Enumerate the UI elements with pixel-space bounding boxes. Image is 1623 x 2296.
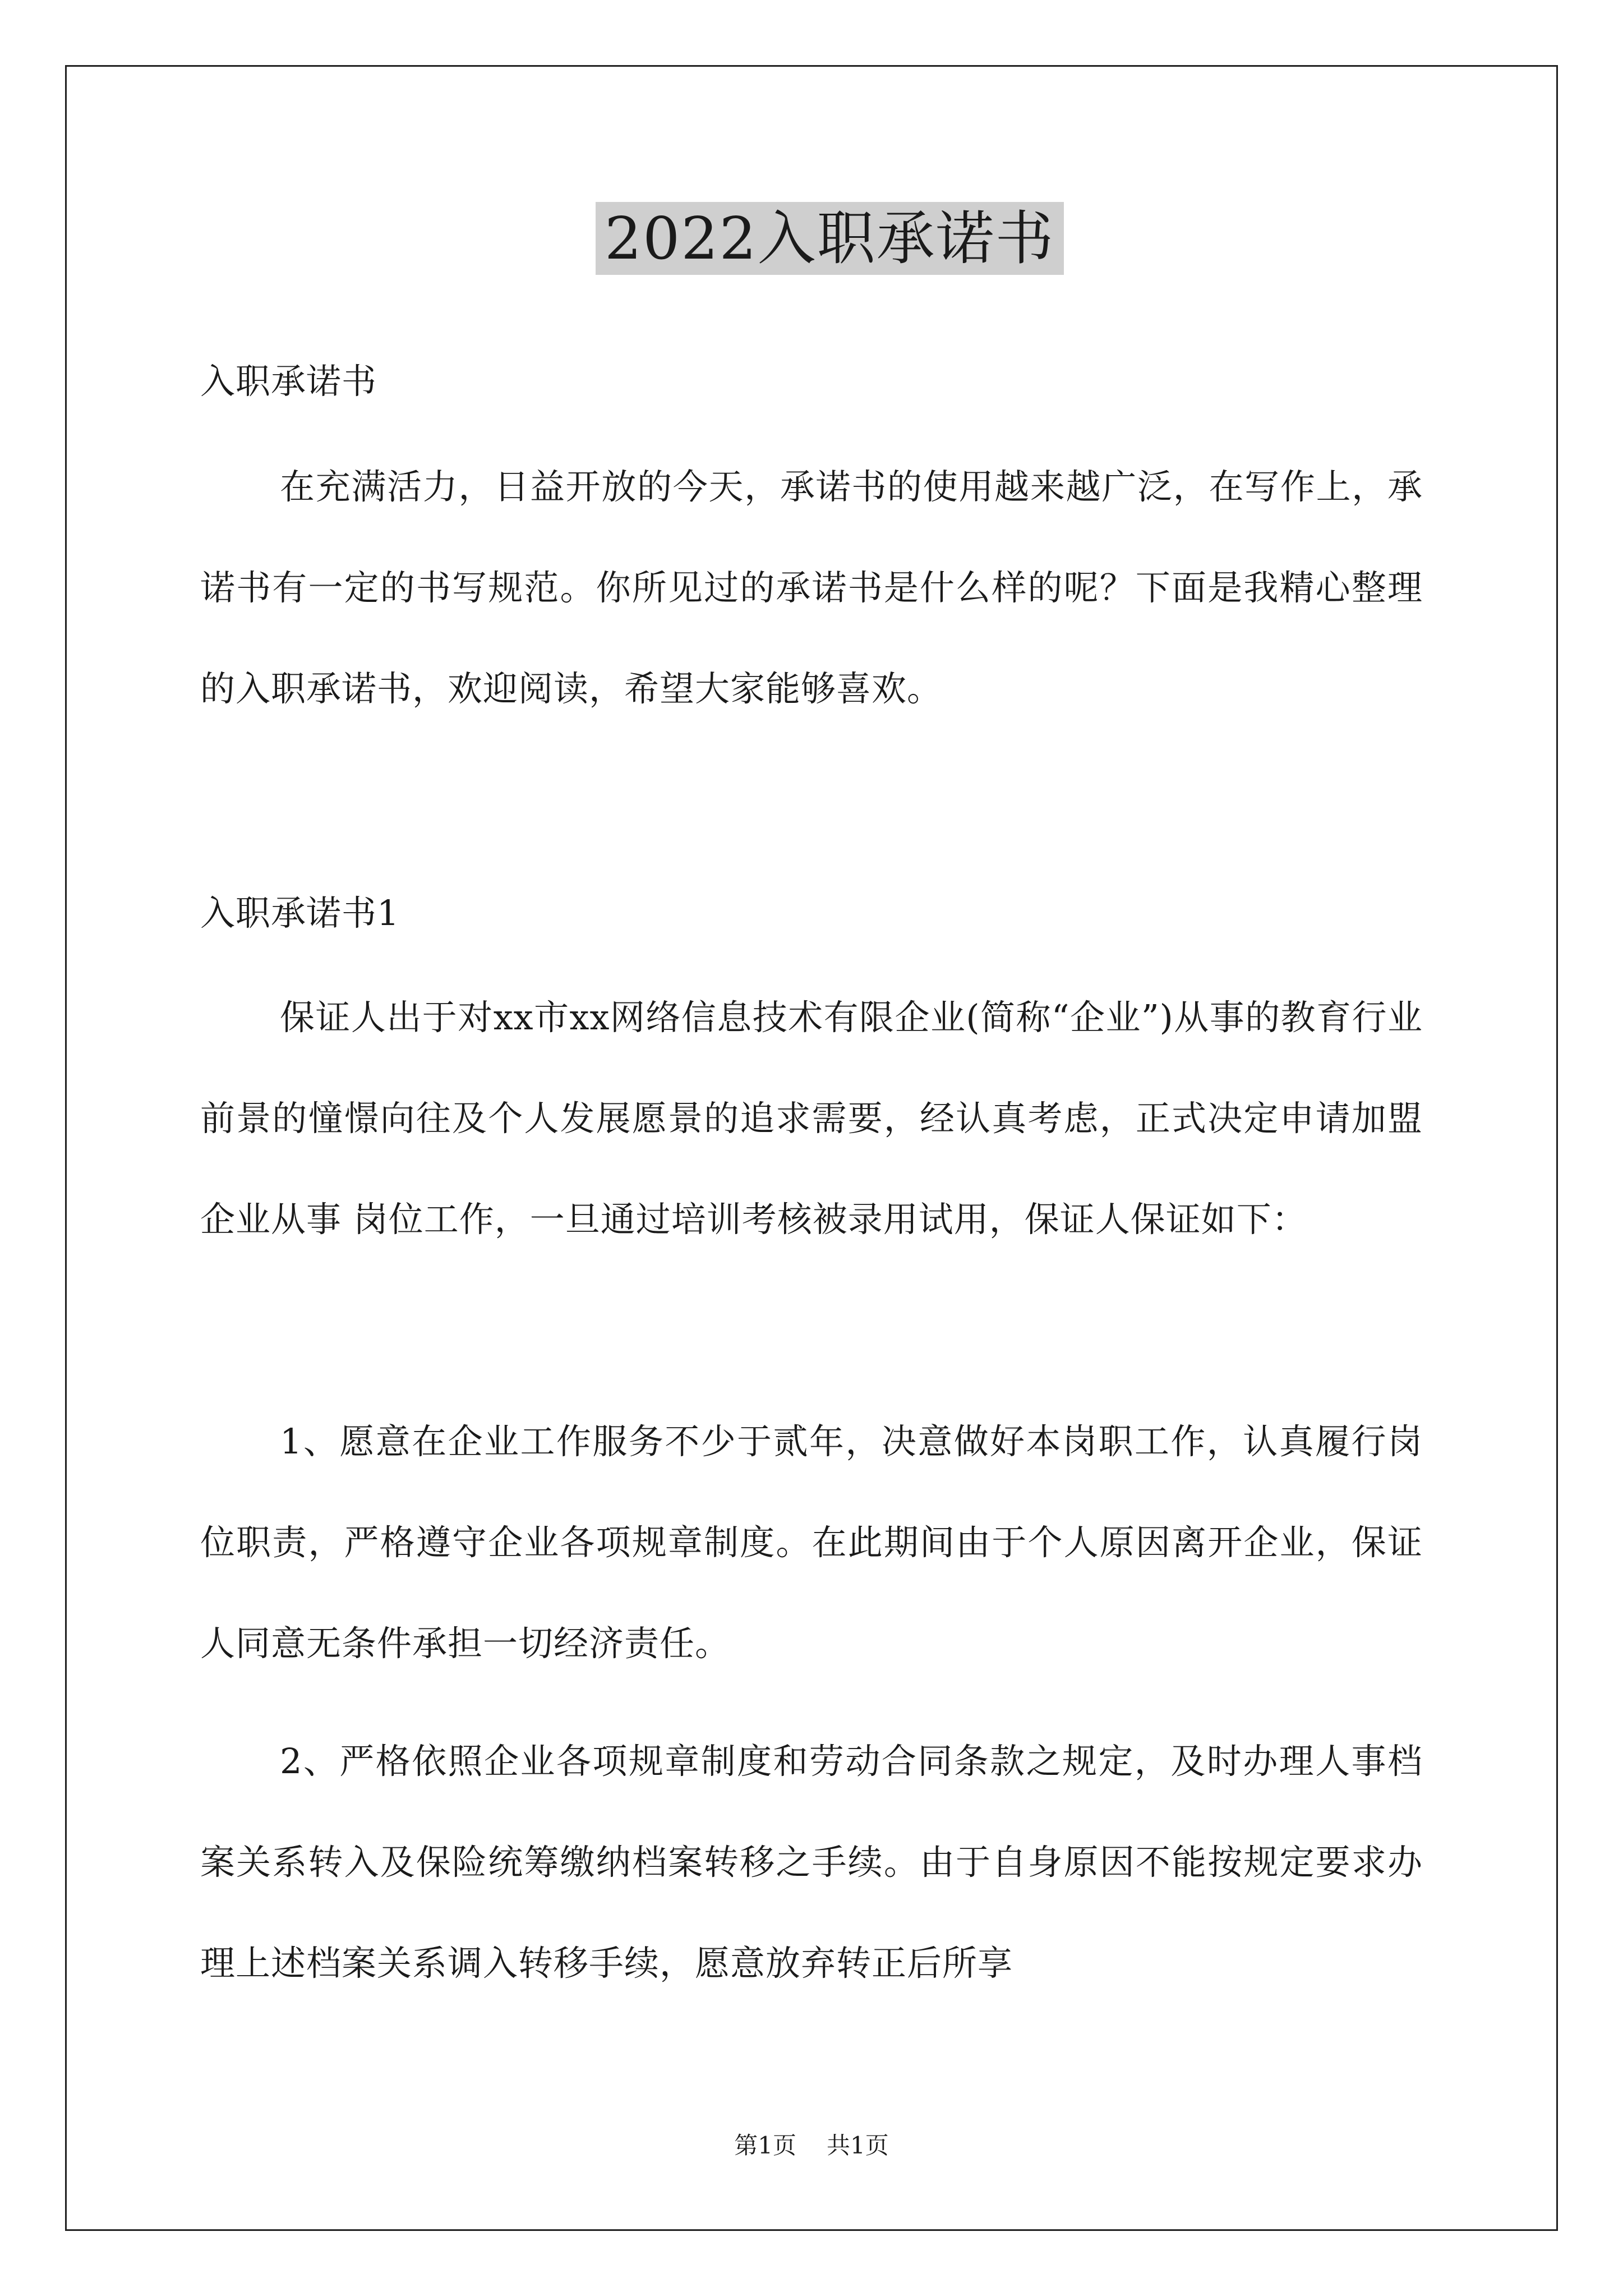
numbered-item-2: 2、严格依照企业各项规章制度和劳动合同条款之规定，及时办理人事档案关系转入及保险统筹缴纳档案转移之手续。由于自身原因不能按规定要求办理上述档案关系调入转移手续，愿意放弃转正后所享 <box>200 1741 1423 1984</box>
section-heading: 入职承诺书1 <box>200 892 400 933</box>
intro-paragraph: 在充满活力，日益开放的今天，承诺书的使用越来越广泛，在写作上，承诺书有一定的书写规范。你所见过的承诺书是什么样的呢？下面是我精心整理的入职承诺书，欢迎阅读，希望大家能够喜欢。 <box>200 466 1423 709</box>
document-title: 2022入职承诺书 <box>596 202 1064 275</box>
numbered-item-1: 1、愿意在企业工作服务不少于贰年，决意做好本岗职工作，认真履行岗位职责，严格遵守企业各项规章制度。在此期间由于个人原因离开企业，保证人同意无条件承担一切经济责任。 <box>200 1421 1423 1664</box>
page-total: 共1页 <box>827 2132 889 2159</box>
page-footer <box>0 2129 1623 2162</box>
paragraph-1: 保证人出于对xx市xx网络信息技术有限企业(简称“企业”)从事的教育行业前景的憧憬向往及个人发展愿景的追求需要，经认真考虑，正式决定申请加盟企业从事 岗位工作，一旦通过培训考核被录用试用，保证人保证如下： <box>200 997 1423 1240</box>
page-number: 第1页 <box>734 2132 796 2159</box>
subtitle: 入职承诺书 <box>200 361 377 402</box>
